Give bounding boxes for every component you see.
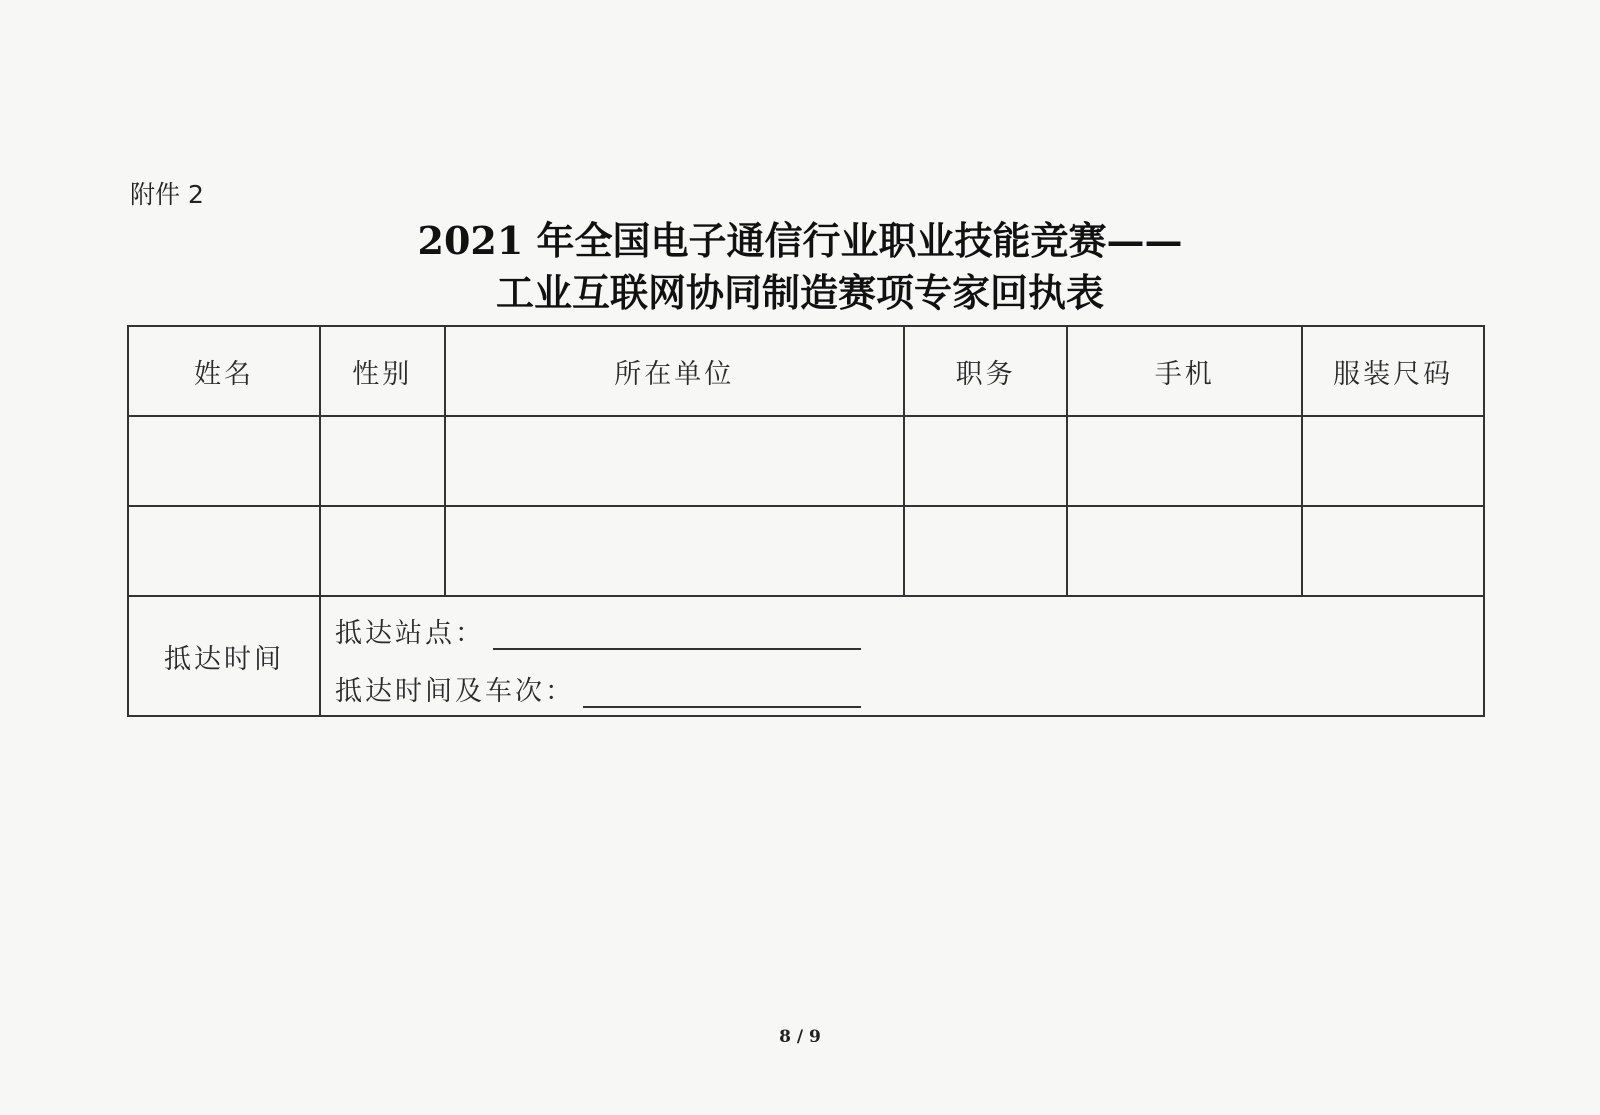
cell-gender[interactable] [320, 416, 445, 506]
cell-organization[interactable] [445, 416, 904, 506]
cell-position[interactable] [904, 506, 1067, 596]
cell-gender[interactable] [320, 506, 445, 596]
arrival-details-cell [320, 596, 1484, 716]
cell-clothing-size[interactable] [1302, 416, 1484, 506]
cell-position[interactable] [904, 416, 1067, 506]
arrival-row [128, 596, 1484, 716]
table-row [128, 506, 1484, 596]
table-row [128, 416, 1484, 506]
arrival-station-field[interactable] [493, 618, 861, 650]
cell-name[interactable] [128, 416, 320, 506]
header-name: 姓名 [128, 326, 320, 416]
header-clothing-size: 服装尺码 [1302, 326, 1484, 416]
header-organization: 所在单位 [445, 326, 904, 416]
table-header-row [128, 326, 1484, 416]
cell-organization[interactable] [445, 506, 904, 596]
cell-phone[interactable] [1067, 506, 1302, 596]
header-phone: 手机 [1067, 326, 1302, 416]
page-number: 8 / 9 [779, 1027, 821, 1047]
arrival-time-train-line [335, 669, 861, 708]
arrival-station-label: 抵达站点： [334, 618, 485, 649]
expert-reply-form-table [127, 325, 1485, 717]
header-gender: 性别 [320, 326, 445, 416]
attachment-label: 附件 2 [130, 180, 204, 209]
arrival-station-line [335, 611, 861, 650]
cell-name[interactable] [128, 506, 320, 596]
header-position: 职务 [904, 326, 1067, 416]
document-title-line-1: 2021 年全国电子通信行业职业技能竞赛—— [417, 218, 1183, 263]
cell-phone[interactable] [1067, 416, 1302, 506]
arrival-time-train-field[interactable] [583, 676, 861, 708]
arrival-time-label: 抵达时间 [128, 596, 320, 716]
document-title-line-2: 工业互联网协同制造赛项专家回执表 [495, 270, 1104, 315]
cell-clothing-size[interactable] [1302, 506, 1484, 596]
arrival-time-train-label: 抵达时间及车次： [334, 676, 575, 707]
